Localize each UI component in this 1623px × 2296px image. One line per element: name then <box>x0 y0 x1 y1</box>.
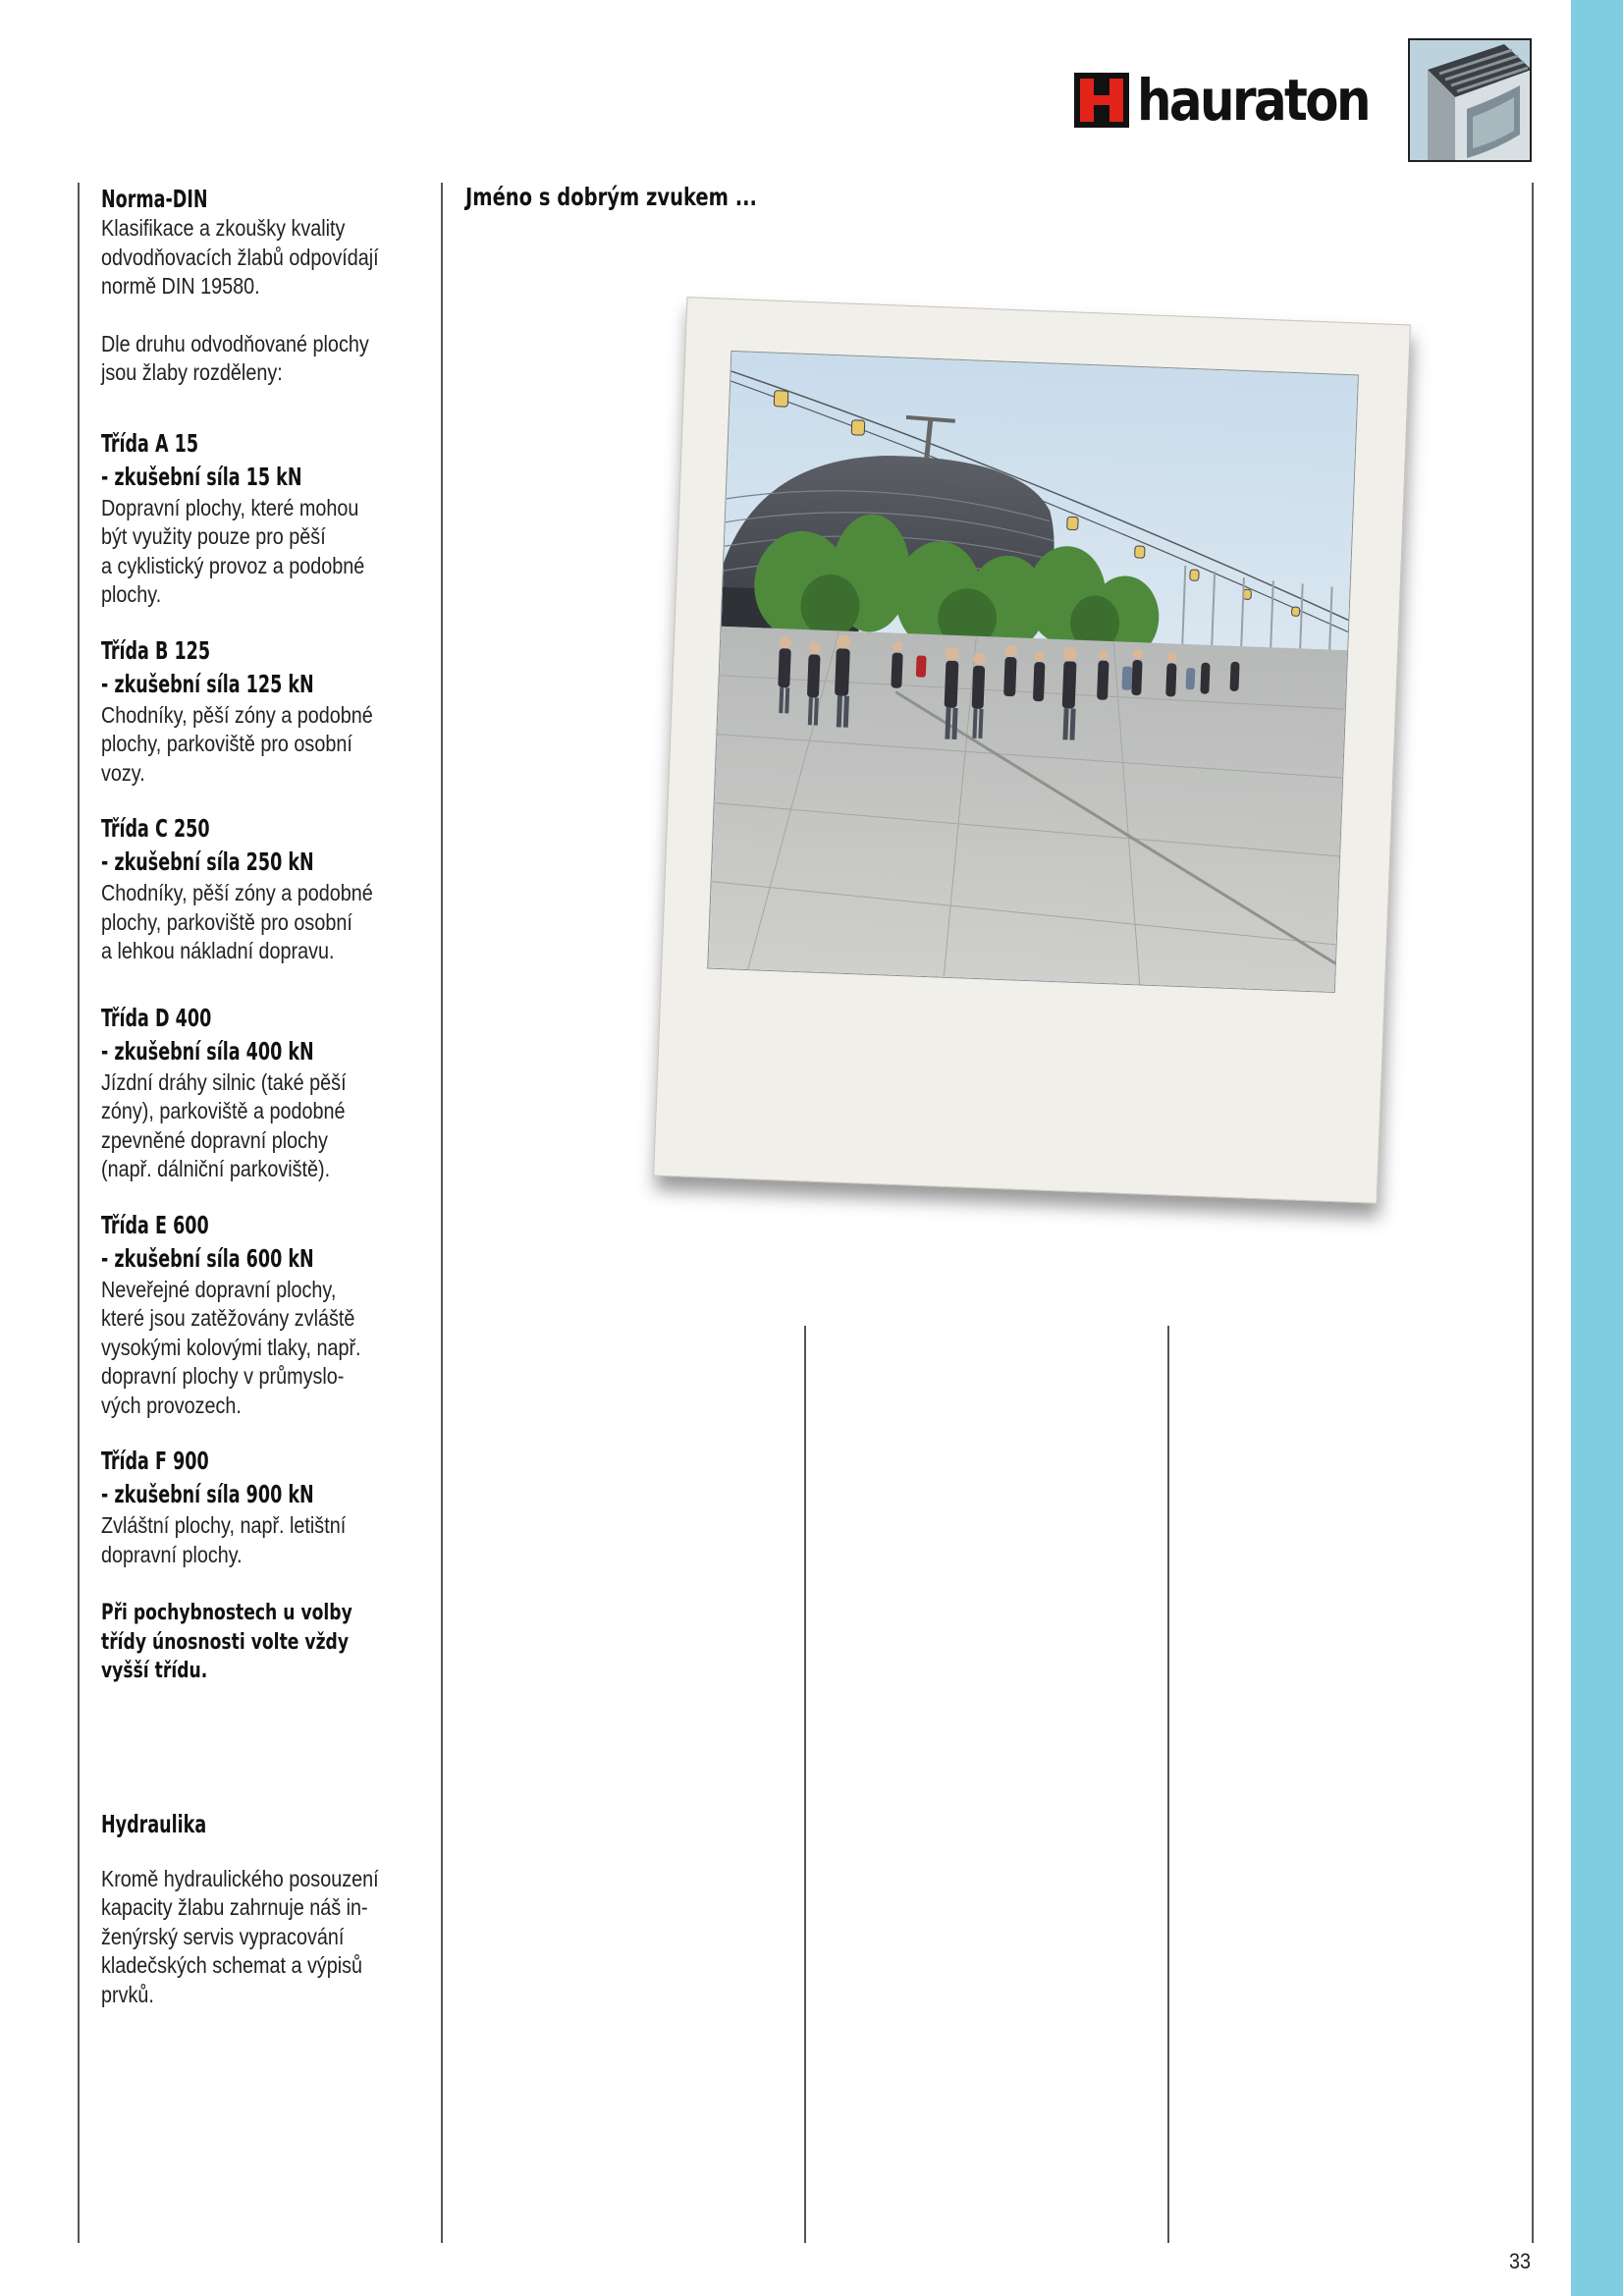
text-line: prvků. <box>101 1981 154 2007</box>
text-line: jsou žlaby rozděleny: <box>101 359 283 385</box>
class-name: Třída A 15 <box>101 428 199 458</box>
text-line: Klasifikace a zkoušky kvality <box>101 215 346 241</box>
logo-wordmark: hauraton <box>1137 67 1369 134</box>
text-line: vých provozech. <box>101 1392 242 1418</box>
left-column <box>101 183 435 2009</box>
class-force: - zkušební síla 400 kN <box>101 1036 314 1066</box>
text-line: a cyklistický provoz a podobné <box>101 552 365 578</box>
text-line: plochy. <box>101 581 162 607</box>
text-line: kladečských schemat a výpisů <box>101 1952 363 1978</box>
class-force: - zkušební síla 900 kN <box>101 1480 314 1508</box>
main-heading: Jméno s dobrým zvukem ... <box>465 183 757 211</box>
column-rule-right <box>1532 183 1534 2243</box>
section-title-norma-din: Norma-DIN <box>101 185 208 213</box>
class-name: Třída C 250 <box>101 814 210 843</box>
text-line: kapacity žlabu zahrnuje náš in- <box>101 1894 368 1920</box>
text-line: (např. dálniční parkoviště). <box>101 1156 331 1181</box>
text-line: dopravní plochy v průmyslo- <box>101 1363 345 1389</box>
note-line: Při pochybnostech u volby <box>101 1601 352 1625</box>
text-line: Jízdní dráhy silnic (také pěší <box>101 1068 347 1095</box>
text-line: normě DIN 19580. <box>101 273 260 299</box>
text-line: vysokými kolovými tlaky, např. <box>101 1334 361 1360</box>
class-force: - zkušební síla 15 kN <box>101 462 302 491</box>
side-color-band <box>1571 0 1623 2296</box>
text-line: Dopravní plochy, které mohou <box>101 494 359 520</box>
polaroid-photo-frame <box>653 297 1411 1204</box>
class-block-f900 <box>101 1445 435 1569</box>
hauraton-logo <box>1074 67 1406 134</box>
class-block-e600 <box>101 1209 435 1421</box>
text-line: Zvláštní plochy, např. letištní <box>101 1512 347 1538</box>
text-line: Kromě hydraulického posouzení <box>101 1865 379 1891</box>
class-name: Třída F 900 <box>101 1447 209 1475</box>
text-line: plochy, parkoviště pro osobní <box>101 908 352 935</box>
text-line: dopravní plochy. <box>101 1541 243 1567</box>
note-line: třídy únosnosti volte vždy <box>101 1629 350 1655</box>
class-selection-note <box>101 1599 435 1686</box>
text-line: vozy. <box>101 759 145 786</box>
class-block-c250 <box>101 812 435 966</box>
text-line: které jsou zatěžovány zvláště <box>101 1305 355 1331</box>
plaza-photo <box>707 351 1359 993</box>
text-line: Chodníky, pěší zóny a podobné <box>101 880 373 905</box>
column-rule-3 <box>1167 1326 1169 2243</box>
logo-mark-icon <box>1074 73 1129 128</box>
text-line: odvodňovacích žlabů odpovídají <box>101 244 379 270</box>
class-block-a15 <box>101 427 435 610</box>
page-number: 33 <box>1509 2249 1532 2273</box>
text-line: plochy, parkoviště pro osobní <box>101 731 352 756</box>
class-name: Třída B 125 <box>101 635 211 665</box>
class-block-d400 <box>101 1002 435 1184</box>
class-force: - zkušební síla 250 kN <box>101 847 314 876</box>
class-force: - zkušební síla 600 kN <box>101 1243 314 1273</box>
section-title-hydraulics: Hydraulika <box>101 1809 207 1838</box>
text-line: Chodníky, pěší zóny a podobné <box>101 701 373 728</box>
column-rule-1 <box>441 183 443 2243</box>
text-line: být využity pouze pro pěší <box>101 523 326 549</box>
text-line: Neveřejné dopravní plochy, <box>101 1276 337 1302</box>
text-line: ženýrský servis vypracování <box>101 1923 345 1949</box>
column-rule-left <box>78 183 80 2243</box>
hydraulics-section <box>101 1808 435 2010</box>
drainage-channel-image <box>1408 38 1532 162</box>
text-line: zóny), parkoviště a podobné <box>101 1098 346 1123</box>
column-rule-2 <box>804 1326 806 2243</box>
text-line: zpevněné dopravní plochy <box>101 1126 328 1153</box>
text-line: Dle druhu odvodňované plochy <box>101 330 369 356</box>
class-block-b125 <box>101 634 435 789</box>
class-name: Třída D 400 <box>101 1003 212 1032</box>
note-line: vyšší třídu. <box>101 1659 208 1683</box>
class-force: - zkušební síla 125 kN <box>101 669 314 698</box>
class-name: Třída E 600 <box>101 1210 209 1239</box>
text-line: a lehkou nákladní dopravu. <box>101 938 335 963</box>
